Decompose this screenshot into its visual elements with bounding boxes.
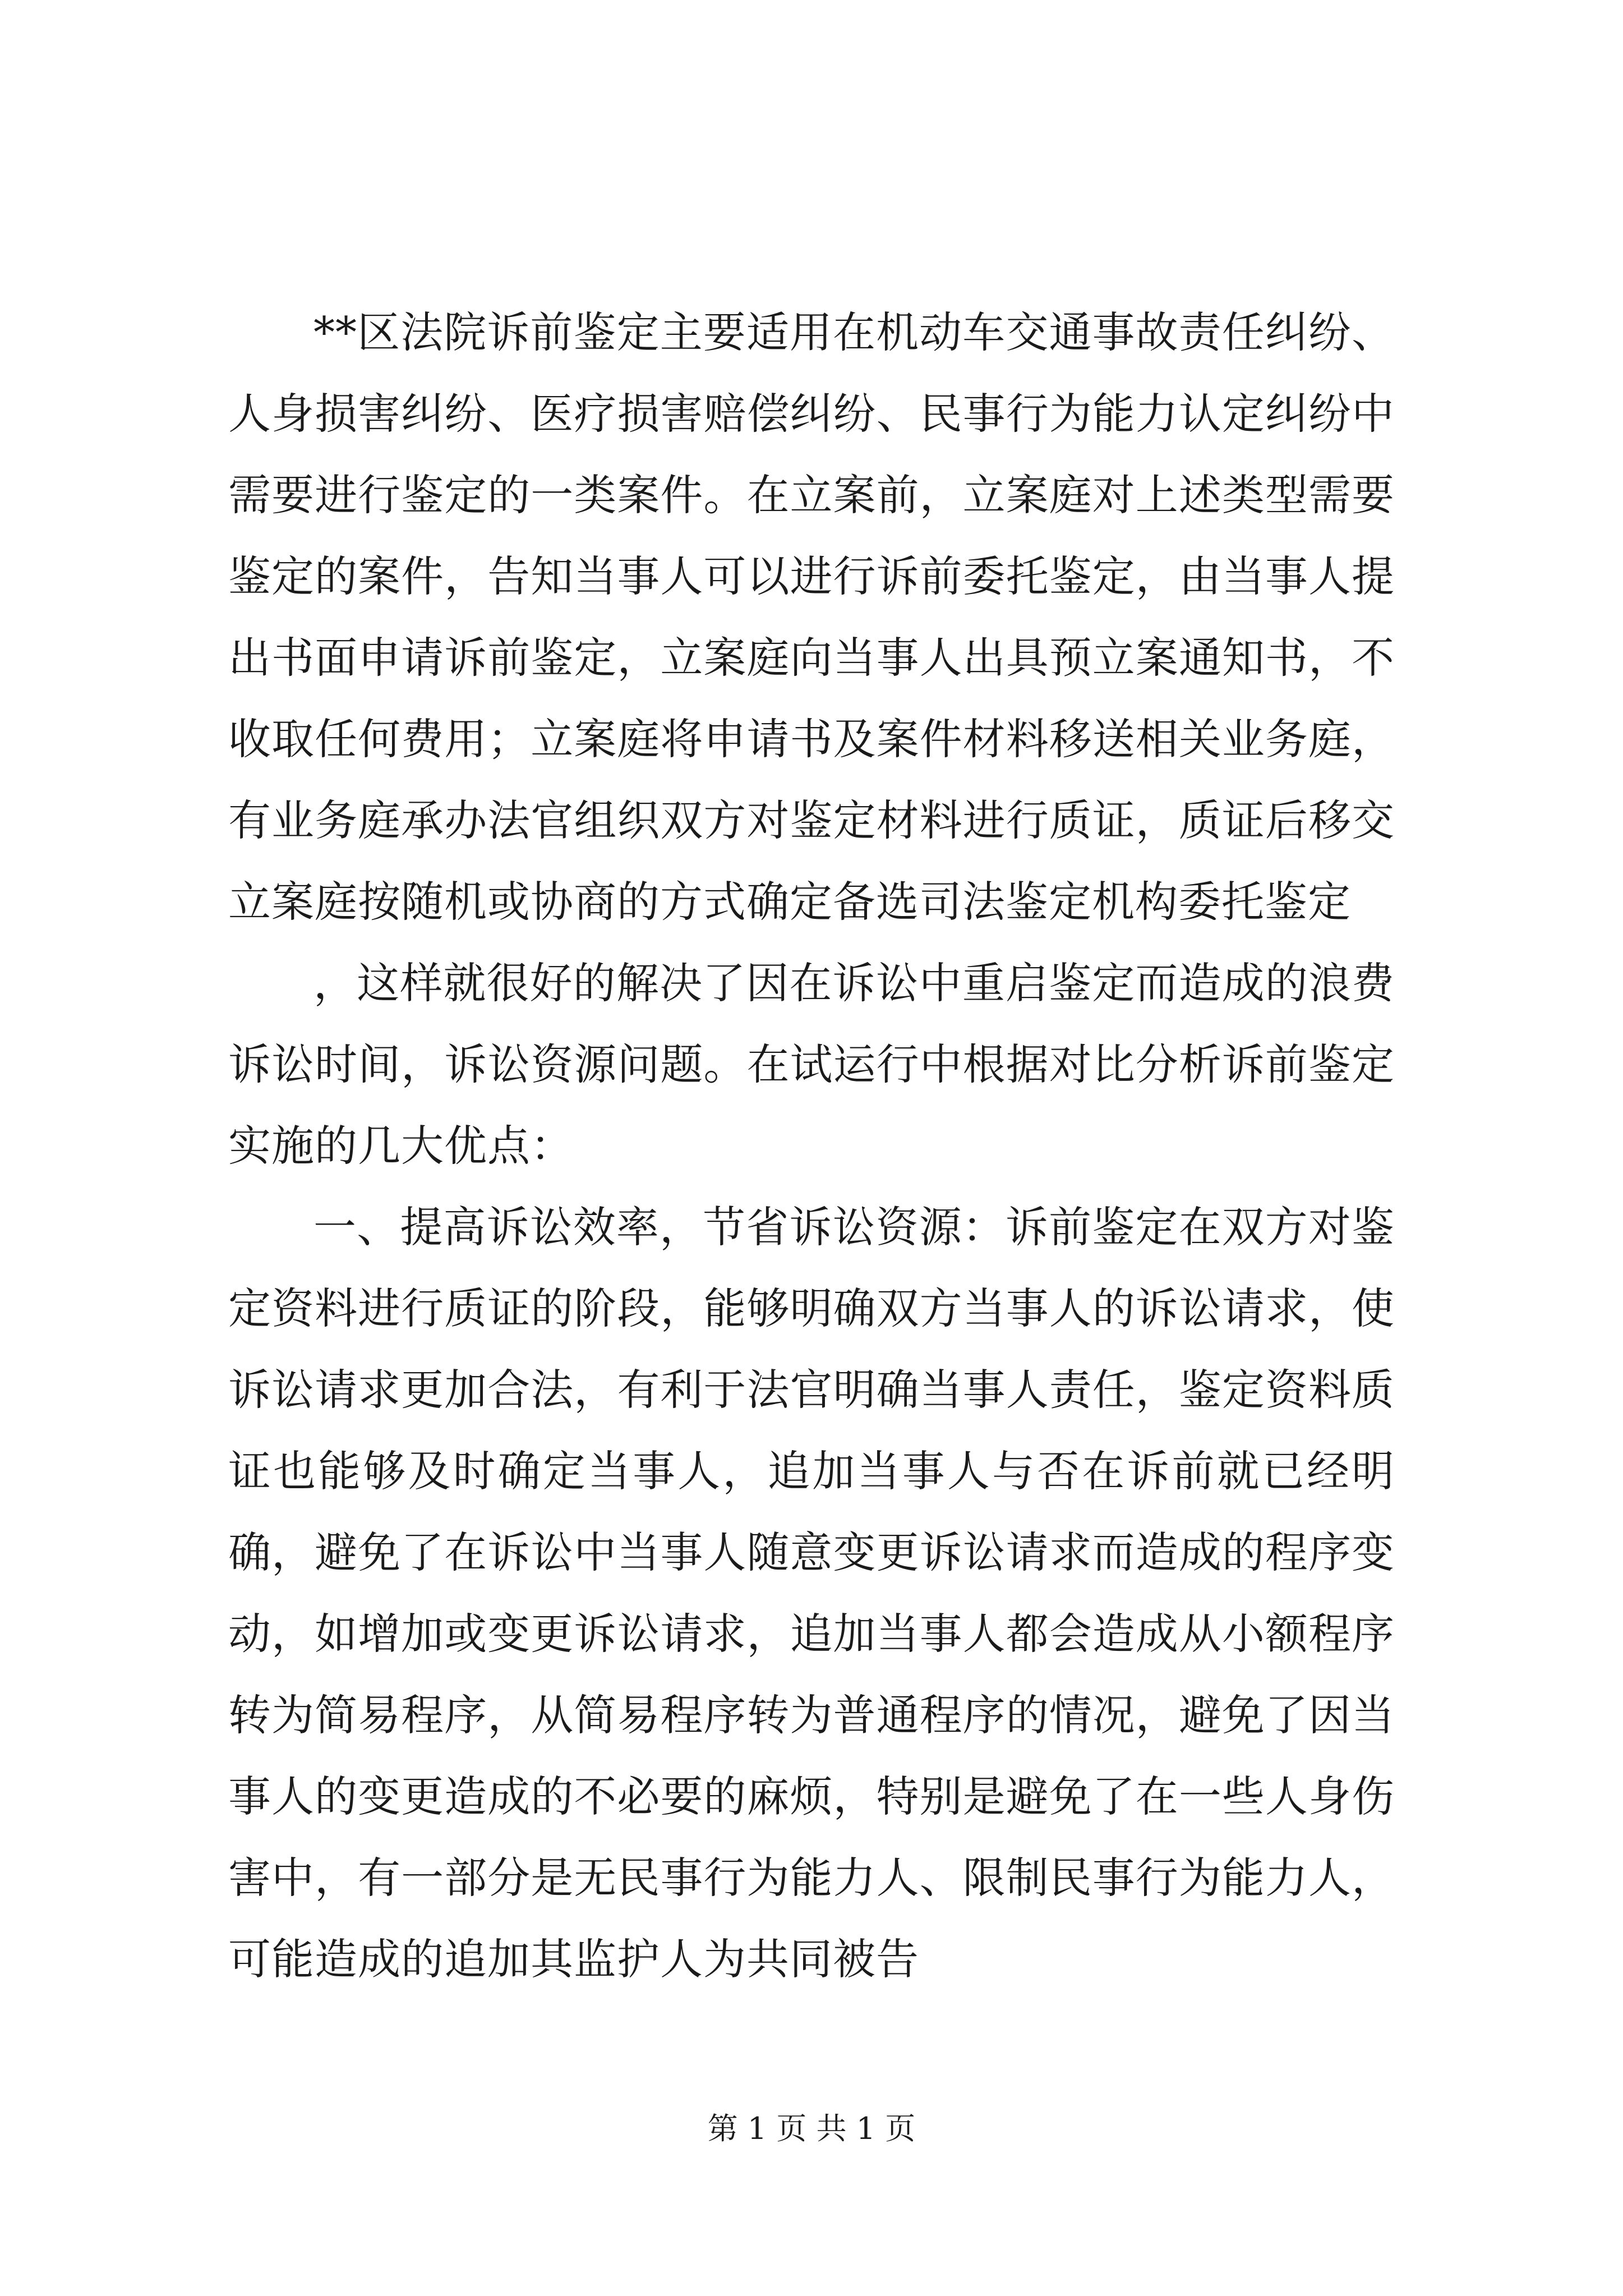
document-body (228, 292, 1395, 2000)
page-footer: 第 1 页 共 1 页 (707, 2111, 916, 2146)
paragraph-2: ，这样就很好的解决了因在诉讼中重启鉴定而造成的浪费诉讼时间，诉讼资源问题。在试运行中根据对比分析诉前鉴定实施的几大优点： (228, 958, 1395, 1171)
paragraph-1: **区法院诉前鉴定主要适用在机动车交通事故责任纠纷、人身损害纠纷、医疗损害赔偿纠纷、民事行为能力认定纠纷中需要进行鉴定的一类案件。在立案前，立案庭对上述类型需要鉴定的案件，告知当事人可以进行诉前委托鉴定，由当事人提出书面申请诉前鉴定，立案庭向当事人出具预立案通知书，不收取任何费用；立案庭将申请书及案件材料移送相关业务庭，有业务庭承办法官组织双方对鉴定材料进行质证，质证后移交立案庭按随机或协商的方式确定备选司法鉴定机构委托鉴定 (228, 307, 1395, 927)
paragraph-3: 一、提高诉讼效率，节省诉讼资源：诉前鉴定在双方对鉴定资料进行质证的阶段，能够明确双方当事人的诉讼请求，使诉讼请求更加合法，有利于法官明确当事人责任，鉴定资料质证也能够及时确定当事人，追加当事人与否在诉前就已经明确，避免了在诉讼中当事人随意变更诉讼请求而造成的程序变动，如增加或变更诉讼请求，追加当事人都会造成从小额程序转为简易程序，从简易程序转为普通程序的情况，避免了因当事人的变更造成的不必要的麻烦，特别是避免了在一些人身伤害中，有一部分是无民事行为能力人、限制民事行为能力人，可能造成的追加其监护人为共同被告 (228, 1202, 1395, 1984)
